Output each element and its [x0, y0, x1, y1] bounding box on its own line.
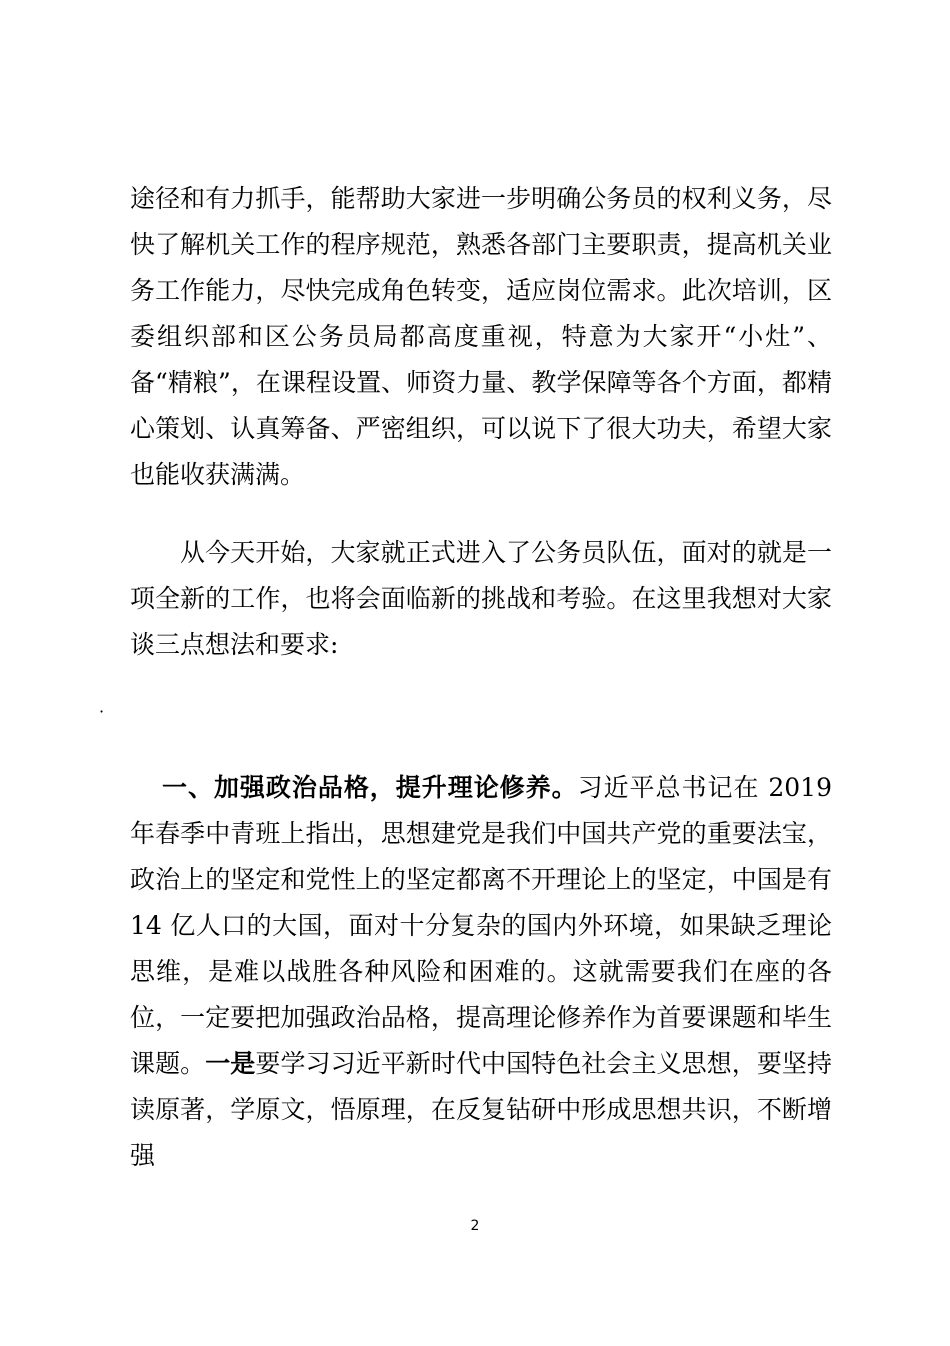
stray-mark: ·	[99, 702, 105, 721]
section-one-heading: 一、加强政治品格，提升理论修养。	[162, 773, 578, 802]
paragraph-training-purpose: 途径和有力抓手，能帮助大家进一步明确公务员的权利义务，尽快了解机关工作的程序规范，熟悉各部门主要职责，提高机关业务工作能力，尽快完成角色转变，适应岗位需求。此次培训，区委组织部和区公务员局都高度重视，特意为大家开“小灶”、备“精粮”，在课程设置、师资力量、教学保障等各个方面，都精心策划、认真筹备、严密组织，可以说下了很大功夫，希望大家也能收获满满。	[130, 184, 832, 489]
paragraph-three-requirements-intro: 从今天开始，大家就正式进入了公务员队伍，面对的就是一项全新的工作，也将会面临新的挑战和考验。在这里我想对大家谈三点想法和要求:	[130, 538, 832, 659]
section-one-body-part-2: 要学习习近平新时代中国特色社会主义思想，要坚持读原著，学原文，悟原理，在反复钻研中形成思想共识，不断增强	[130, 1049, 832, 1170]
section-one-body-part-1: 习近平总书记在 2019 年春季中青班上指出，思想建党是我们中国共产党的重要法宝，政治上的坚定和党性上的坚定都离不开理论上的坚定，中国是有 14 亿人口的大国，面对十分复杂的国内外环境，如果缺乏理论思维，是难以战胜各种风险和困难的。这就需要我们在座的各位，一定要把加强政治品格，提高理论修养作为首要课题和毕生课题。	[130, 773, 832, 1078]
section-one-paragraph	[130, 765, 832, 1179]
point-one-label: 一是	[205, 1049, 256, 1078]
page-number: 2	[470, 1218, 480, 1234]
